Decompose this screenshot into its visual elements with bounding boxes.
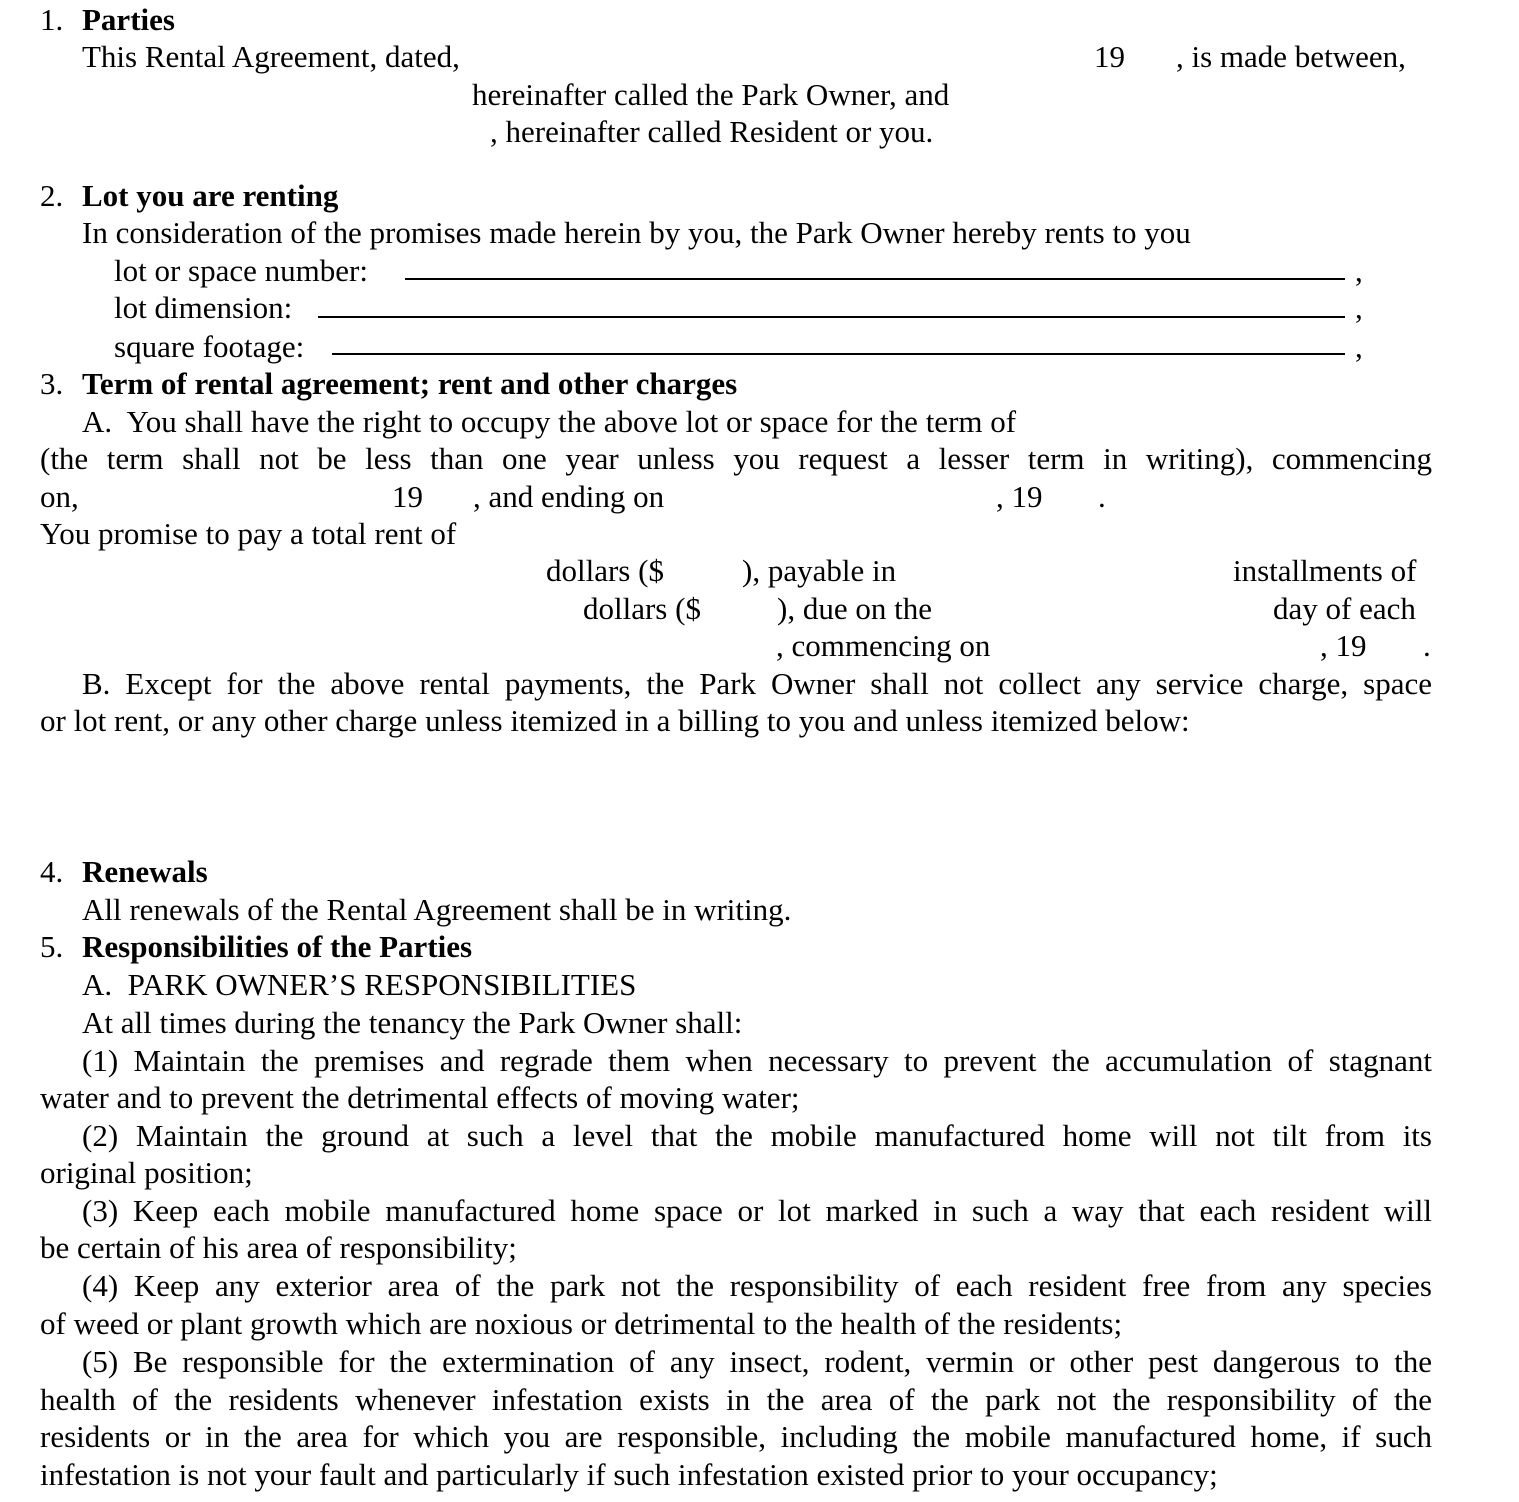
list-item-5-cont-2: residents or in the area for which you are responsible, including the mobile manufactured home, if such [40,1419,1432,1454]
resident-text: , hereinafter called Resident or you. [490,114,934,149]
section-number: 5. [40,929,64,964]
ending-on-label: , and ending on [473,479,665,514]
subsection-heading: A. PARK OWNER’S RESPONSIBILITIES [82,967,637,1002]
renewals-text: All renewals of the Rental Agreement shall be in writing. [82,892,792,927]
start-year-prefix: 19 [392,479,423,514]
section-number: 3. [40,366,64,401]
lot-intro-text: In consideration of the promises made herein by you, the Park Owner hereby rents to you [82,215,1191,250]
made-between-text: , is made between, [1176,39,1406,74]
list-item-5-cont: health of the residents whenever infestation exists in the area of the park not the responsibility of the [40,1382,1432,1417]
section-number: 4. [40,854,64,889]
section-title: Parties [82,2,175,37]
commencing-label: , commencing on [776,628,991,663]
commencing-on-label: on, [40,479,79,514]
dollars-label: dollars ($ [546,553,664,588]
payable-in-label: ), payable in [742,553,897,588]
field-comma: , [1355,290,1363,325]
park-owner-text: hereinafter called the Park Owner, and [472,77,950,112]
list-item-5-cont-3: infestation is not your fault and particularly if such infestation existed prior to your occupancy; [40,1457,1218,1492]
due-on-label: ), due on the [777,591,932,626]
other-charges-text: B. Except for the above rental payments, the Park Owner shall not collect any service charge, space [82,666,1432,701]
list-item-1-cont: water and to prevent the detrimental effects of moving water; [40,1080,800,1115]
parties-dated-text: This Rental Agreement, dated, [82,39,460,74]
lot-number-label: lot or space number: [114,253,368,288]
total-rent-text: You promise to pay a total rent of [40,516,457,551]
list-item-5: (5) Be responsible for the extermination of any insect, rodent, vermin or other pest dangerous to the [82,1344,1432,1379]
list-item-4-cont: of weed or plant growth which are noxious or detrimental to the health of the residents; [40,1306,1123,1341]
term-condition-text: (the term shall not be less than one year unless you request a lesser term in writing), commencing [40,441,1432,476]
section-title: Responsibilities of the Parties [82,929,473,964]
list-item-2-cont: original position; [40,1155,253,1190]
list-item-1: (1) Maintain the premises and regrade them when necessary to prevent the accumulation of stagnant [82,1043,1432,1078]
year-prefix: , 19 [1320,628,1367,663]
term-text: A. You shall have the right to occupy the above lot or space for the term of [82,404,1017,439]
period: . [1098,479,1106,514]
lot-dimension-label: lot dimension: [114,290,293,325]
square-footage-label: square footage: [114,329,305,364]
installments-label: installments of [1233,553,1417,588]
section-title: Term of rental agreement; rent and other charges [82,366,738,401]
year-prefix: 19 [1094,39,1125,74]
field-comma: , [1355,253,1363,288]
day-of-each-label: day of each [1273,591,1416,626]
section-title: Lot you are renting [82,178,339,213]
list-item-3-cont: be certain of his area of responsibility; [40,1230,517,1265]
section-number: 2. [40,178,64,213]
section-title: Renewals [82,854,208,889]
square-footage-field[interactable] [332,353,1345,355]
list-item-2: (2) Maintain the ground at such a level that the mobile manufactured home will not tilt from its [82,1118,1432,1153]
field-comma: , [1355,329,1363,364]
list-item-3: (3) Keep each mobile manufactured home space or lot marked in such a way that each resident will [82,1193,1432,1228]
list-item-4: (4) Keep any exterior area of the park not the responsibility of each resident free from any species [82,1268,1432,1303]
period: . [1423,628,1431,663]
lot-dimension-field[interactable] [318,316,1345,318]
subsection-intro: At all times during the tenancy the Park Owner shall: [82,1005,743,1040]
lot-number-field[interactable] [405,278,1345,280]
end-year-prefix: , 19 [996,479,1043,514]
section-number: 1. [40,2,64,37]
dollars-label: dollars ($ [583,591,701,626]
other-charges-text-2: or lot rent, or any other charge unless itemized in a billing to you and unless itemized below: [40,703,1190,738]
